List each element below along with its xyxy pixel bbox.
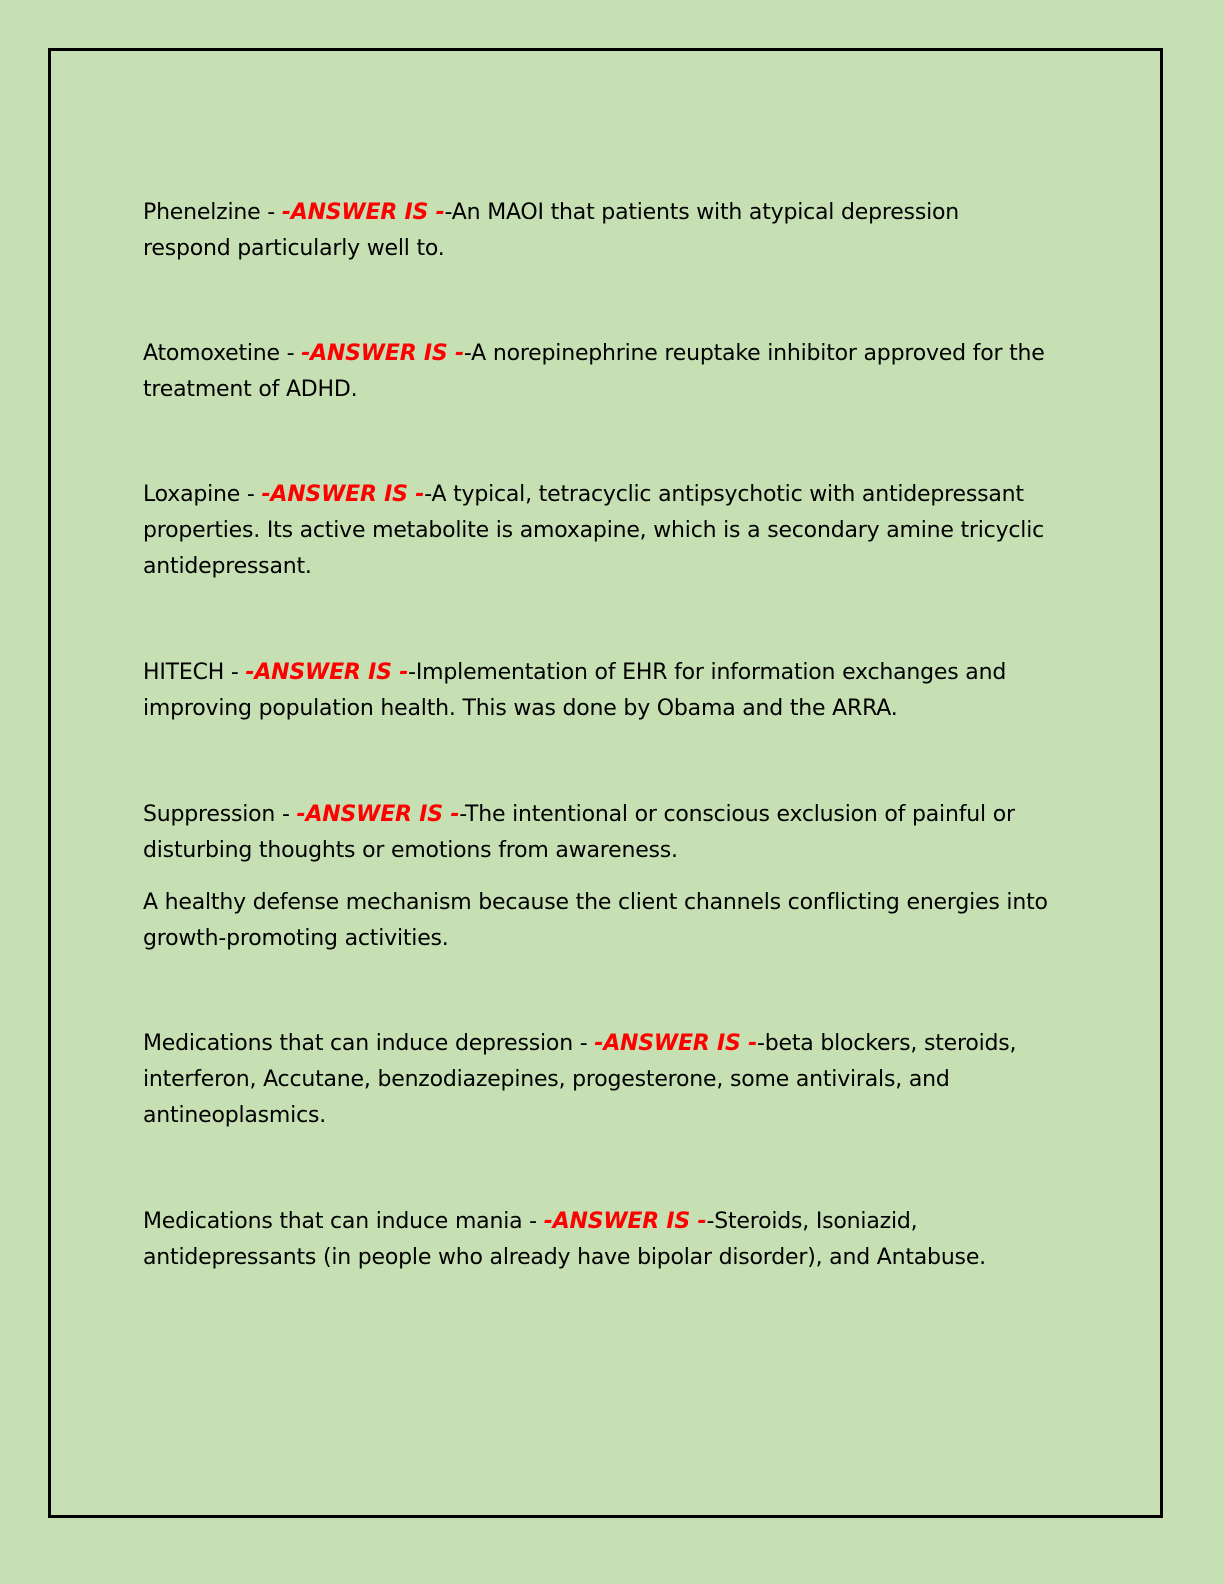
entry-term: Suppression [143, 802, 276, 827]
entry-suppression-extra: A healthy defense mechanism because the client channels conflicting energies into growth-promoting activities. [143, 890, 1048, 951]
entry-answer: -An MAOI that patients with atypical depression respond particularly well to. [143, 200, 960, 261]
entry-atomoxetine: Atomoxetine - -ANSWER IS --A norepinephrine reuptake inhibitor approved for the treatment of ADHD. [143, 341, 1045, 402]
entry-term: Atomoxetine [143, 341, 280, 366]
entry-meds-mania: Medications that can induce mania - -ANSWER IS --Steroids, Isoniazid, antidepressants (in people who already have bipolar disorder), and Antabuse. [143, 1209, 986, 1270]
entry-term: Medications that can induce mania [143, 1209, 523, 1234]
answer-label: -ANSWER IS - [594, 1031, 758, 1056]
entry-loxapine: Loxapine - -ANSWER IS --A typical, tetracyclic antipsychotic with antidepressant properties. Its active metabolite is amoxapine, which is a secondary amine tricyclic antidepressant. [143, 482, 1045, 579]
answer-label: -ANSWER IS - [301, 341, 464, 366]
entry-hitech: HITECH - -ANSWER IS --Implementation of EHR for information exchanges and improving population health. This was done by Obama and the ARRA. [143, 660, 1007, 721]
entry-phenelzine: Phenelzine - -ANSWER IS --An MAOI that patients with atypical depression respond particularly well to. [143, 200, 960, 261]
entry-answer: -Steroids, Isoniazid, antidepressants (in people who already have bipolar disorder), and Antabuse. [143, 1209, 986, 1270]
entry-term: Medications that can induce depression [143, 1031, 573, 1056]
entry-answer: -A norepinephrine reuptake inhibitor approved for the treatment of ADHD. [143, 341, 1045, 402]
answer-label: -ANSWER IS - [543, 1209, 707, 1234]
entry-suppression: Suppression - -ANSWER IS --The intentional or conscious exclusion of painful or disturbing thoughts or emotions from awareness. [143, 802, 1015, 863]
answer-label: -ANSWER IS - [296, 802, 460, 827]
answer-label: -ANSWER IS - [245, 660, 409, 685]
entry-answer: -Implementation of EHR for information exchanges and improving population health. This was done by Obama and the ARRA. [143, 660, 1007, 721]
entry-term: Phenelzine [143, 200, 261, 225]
answer-label: -ANSWER IS - [261, 482, 425, 507]
entry-answer: -The intentional or conscious exclusion of painful or disturbing thoughts or emotions from awareness. [143, 802, 1015, 863]
entry-answer: -beta blockers, steroids, interferon, Accutane, benzodiazepines, progesterone, some antivirals, and antineoplasmics. [143, 1031, 1017, 1128]
entry-term: HITECH [143, 660, 225, 685]
entry-meds-depression: Medications that can induce depression - -ANSWER IS --beta blockers, steroids, interferon, Accutane, benzodiazepines, progesterone, some antivirals, and antineoplasmics. [143, 1031, 1017, 1128]
page-border [48, 48, 1163, 1518]
entry-answer: -A typical, tetracyclic antipsychotic with antidepressant properties. Its active metabolite is amoxapine, which is a secondary amine tricyclic antidepressant. [143, 482, 1045, 579]
entry-term: Loxapine [143, 482, 241, 507]
answer-label: -ANSWER IS - [281, 200, 445, 225]
